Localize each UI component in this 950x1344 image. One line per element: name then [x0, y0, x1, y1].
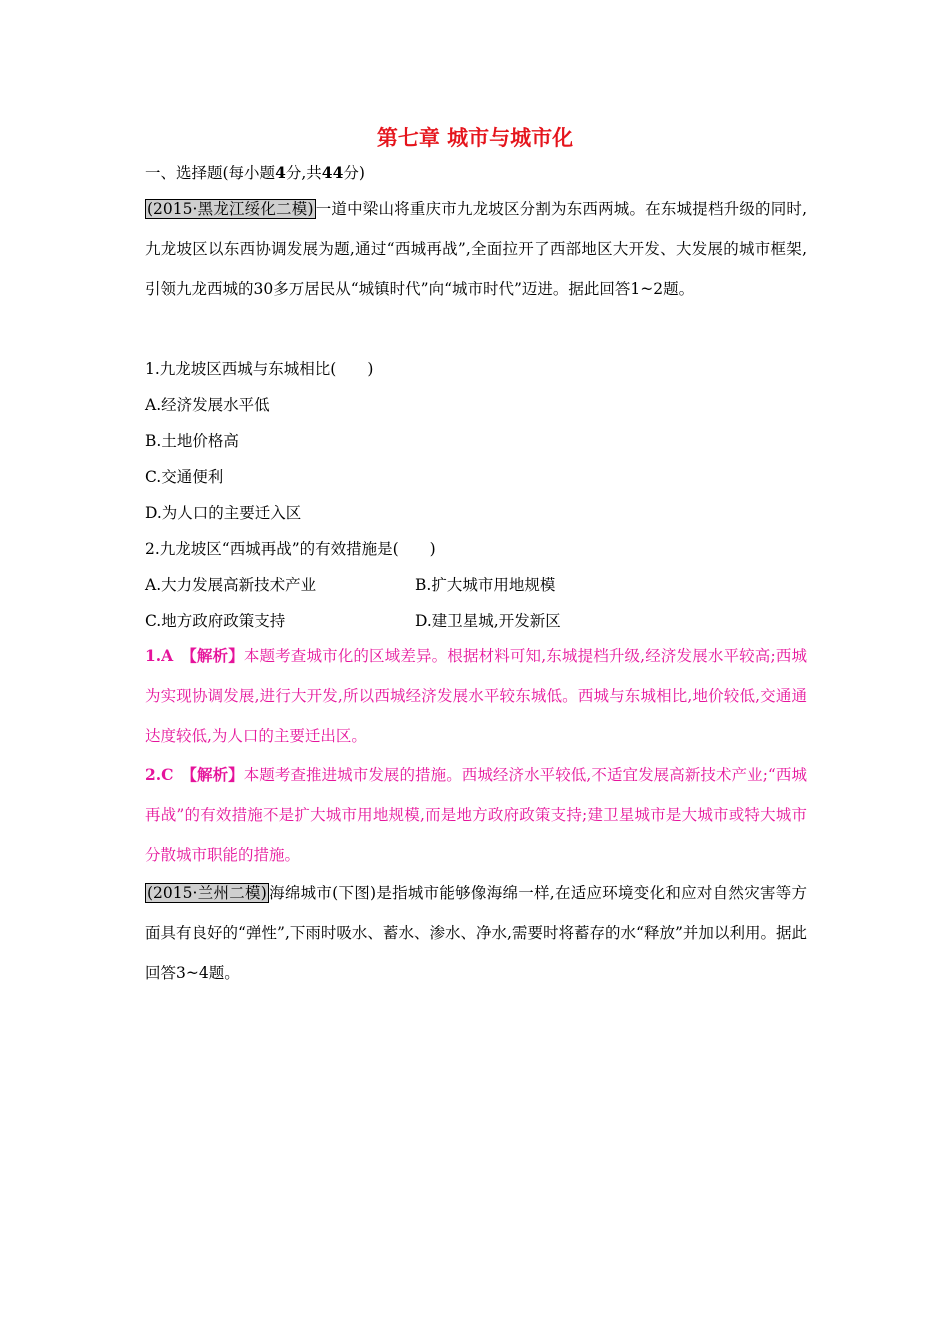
question-2-option-c: C.地方政府政策支持: [145, 612, 286, 630]
section-points-each: 4: [275, 163, 286, 182]
question-2-option-a: A.大力发展高新技术产业: [145, 576, 317, 594]
answer-1-label: 1.A 【解析】: [145, 646, 244, 665]
passage-2-text: 海绵城市(下图)是指城市能够像海绵一样,在适应环境变化和应对自然灾害等方面具有良好的“弹性”,下雨时吸水、蓄水、渗水、净水,需要时将蓄存的水“释放”并加以利用。据此回答3~4题。: [145, 884, 807, 982]
passage-1-text: 一道中梁山将重庆市九龙坡区分割为东西两城。在东城提档升级的同时,九龙坡区以东西协调发展为题,通过“西城再战”,全面拉开了西部地区大开发、大发展的城市框架,引领九龙西城的30多万居民从“城镇时代”向“城市时代”迈进。据此回答1~2题。: [145, 200, 808, 298]
question-1-stem: 1.九龙坡区西城与东城相比( ): [145, 360, 374, 378]
question-1-option-a: A.经济发展水平低: [145, 396, 270, 414]
question-2-option-b: B.扩大城市用地规模: [415, 576, 556, 594]
question-1-option-b: B.土地价格高: [145, 432, 239, 450]
question-1-option-d: D.为人口的主要迁入区: [145, 504, 302, 522]
section-prefix: 一、选择题(每小题: [145, 164, 276, 182]
source-tag: (2015·黑龙江绥化二模): [147, 200, 314, 218]
chapter-title: 第七章 城市与城市化: [376, 126, 574, 150]
source-tag: (2015·兰州二模): [147, 884, 267, 902]
section-heading: [145, 162, 365, 184]
question-2-stem: 2.九龙坡区“西城再战”的有效措施是( ): [145, 540, 436, 558]
answer-2-text: 本题考查推进城市发展的措施。西城经济水平较低,不适宜发展高新技术产业;“西城再战”的有效措施不是扩大城市用地规模,而是地方政府政策支持;建卫星城市是大城市或特大城市分散城市职能的措施。: [145, 766, 807, 864]
answer-2: [145, 755, 807, 875]
question-1-option-c: C.交通便利: [145, 468, 224, 486]
passage-1: [145, 189, 807, 309]
answer-1: [145, 636, 807, 756]
section-mid: 分,共: [285, 164, 322, 182]
answer-2-label: 2.C 【解析】: [145, 765, 244, 784]
passage-2: [145, 873, 807, 993]
question-2-option-d: D.建卫星城,开发新区: [415, 612, 561, 630]
section-points-total: 44: [321, 163, 344, 182]
answer-1-text: 本题考查城市化的区域差异。根据材料可知,东城提档升级,经济发展水平较高;西城为实现协调发展,进行大开发,所以西城经济发展水平较东城低。西城与东城相比,地价较低,交通通达度较低,为人口的主要迁出区。: [145, 647, 807, 745]
section-suffix: 分): [343, 164, 365, 182]
